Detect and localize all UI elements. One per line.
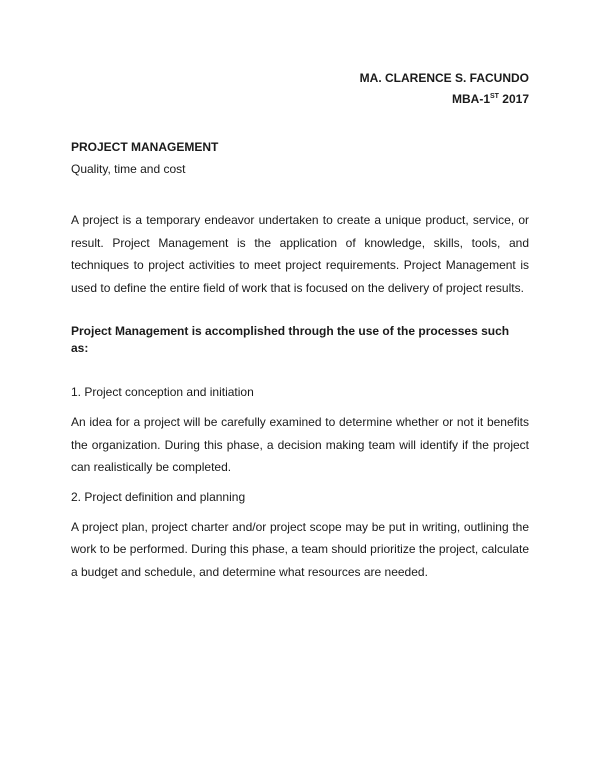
class-superscript: ST	[490, 93, 499, 100]
author-header	[360, 68, 529, 110]
class-suffix: 2017	[498, 92, 529, 106]
author-class	[360, 89, 529, 110]
document-subtitle: Quality, time and cost	[71, 162, 186, 176]
step-title-1: 1. Project conception and initiation	[71, 385, 254, 399]
step-description-1: An idea for a project will be carefully examined to determine whether or not it benefits the organization. During this phase, a decision making team will identify if the project can realistically be completed.	[71, 415, 529, 474]
step-title-2: 2. Project definition and planning	[71, 489, 246, 504]
class-prefix: MBA-1	[452, 92, 491, 106]
step-description-2: A project plan, project charter and/or project scope may be put in writing, outlining the work to be performed. During this phase, a team should prioritize the project, calculate a budget and schedule, and determine what resources are needed.	[71, 519, 529, 579]
intro-paragraph: A project is a temporary endeavor undertaken to create a unique product, service, or result. Project Management is the application of knowledge, skills, tools, and techniques to project activities to meet project requirements. Project Management is used to define the entire field of work that is focused on the delivery of project results.	[71, 213, 529, 295]
processes-heading: Project Management is accomplished through the use of the processes such as:	[71, 324, 510, 355]
document-body	[71, 139, 529, 583]
document-title: PROJECT MANAGEMENT	[71, 140, 219, 154]
author-name: MA. CLARENCE S. FACUNDO	[359, 71, 529, 85]
